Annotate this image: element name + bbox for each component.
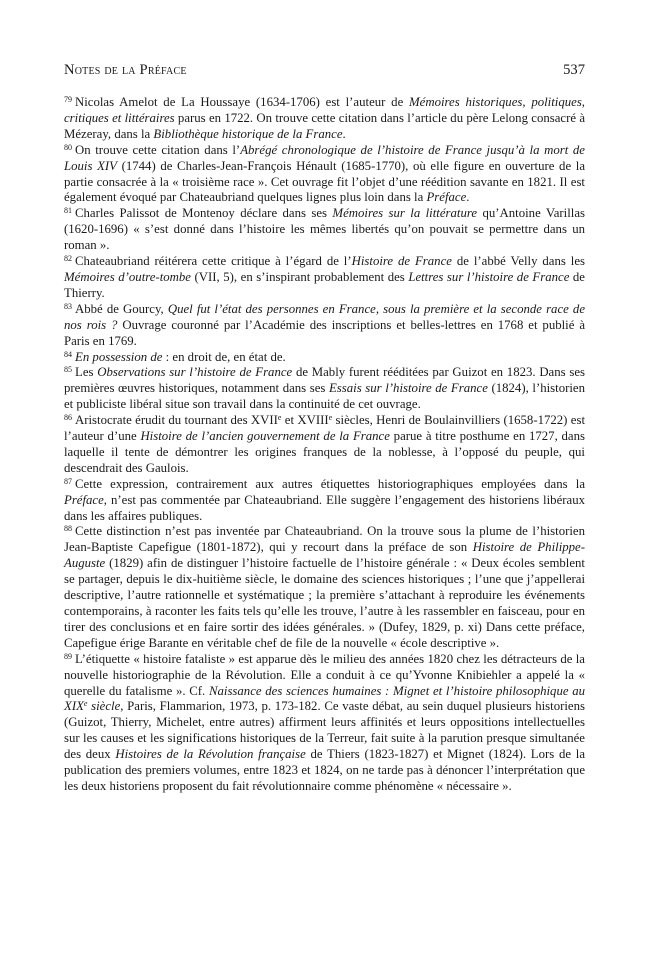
italic-title: e	[83, 699, 88, 709]
note-text: .	[342, 126, 346, 141]
note-text: Les	[75, 365, 98, 380]
note-text: parus en 1722. On trouve cette citation dans l’article du père Lelong consacré à Mézeray, dans la	[64, 110, 586, 141]
note-number: 82	[64, 254, 72, 264]
italic-title: Préface	[64, 492, 104, 507]
note-number: 79	[64, 95, 72, 104]
note-text: , Paris, Flammarion, 1973, p. 173-182. Ce vaste débat, au sein duquel plusieurs historiens (Guizot, Thierry, Michelet, entre autres) affirment leurs affinités et leurs oppositions intellectuelles sur les causes et les significations historiques de la Terreur, fait suite à la parution presque simultanée des deux	[64, 699, 585, 762]
italic-title: Essais sur l’histoire de France	[328, 381, 488, 396]
note-number: 81	[64, 206, 72, 216]
page-number: 537	[563, 62, 585, 78]
italic-title: Quel fut l’état des personnes en France, sous la première et la seconde race de nos rois ?	[64, 301, 585, 332]
note-number: 89	[64, 651, 72, 661]
note-text: siècles, Henri de Boulainvilliers (1658-1722) est l’auteur d’une	[64, 413, 585, 444]
endnote	[64, 143, 585, 207]
note-text: L’étiquette « histoire fataliste » est apparue dès le milieu des années 1820 chez les détracteurs de la nouvelle historiographie de la Révolution. Elle a conduit à ce qu’Yvonne Knibiehler a appelé la « querelle du fatalisme ». Cf.	[64, 651, 585, 698]
note-number: 84	[64, 349, 72, 359]
note-text: (1824), l’historien et publiciste libéral situe son travail dans la continuité de cet ouvrage.	[64, 381, 585, 412]
note-text: (1829) afin de distinguer l’histoire factuelle de l’histoire générale : « Deux écoles semblent se partager, depuis le dix-huitième siècle, le domaine des sciences historiques ; l’une que j’appellerai descriptive, l’autre rationnelle et systématique ; la première s’attachant à reproduire les événements contemporains, à raconter les faits tels qu’elle les trouve, l’autre à les rassembler en faisceau, pour en tirer des conclusions et en faire sortir des idées générales. » (Dufey, 1829, p. xi) Dans cette préface, Capefigue érige Barante en véritable chef de file de la nouvelle « école descriptive ».	[64, 556, 585, 650]
endnote	[64, 95, 585, 143]
note-text: Chateaubriand réitérera cette critique à l’égard de l’	[75, 254, 352, 269]
italic-title: Histoire de France	[351, 254, 452, 269]
note-text: de l’abbé Velly dans les	[451, 254, 585, 269]
italic-title: Mémoires d’outre-tombe	[64, 269, 191, 284]
endnote	[64, 524, 585, 651]
note-text: , n’est pas commentée par Chateaubriand. Elle suggère l’engagement des historiens libéraux dans les affaires publiques.	[64, 492, 585, 523]
italic-title: Lettres sur l’histoire de France	[408, 269, 570, 284]
note-text: e	[328, 413, 333, 423]
italic-title: Histoire de l’ancien gouvernement de la France	[140, 429, 390, 444]
note-text: Ouvrage couronné par l’Académie des inscriptions et belles-lettres en 1768 et publié à Paris en 1769.	[64, 317, 586, 348]
note-text: (VII, 5), en s’inspirant probablement des	[190, 269, 409, 284]
italic-title: siècle	[87, 699, 121, 714]
note-number: 85	[64, 365, 72, 375]
endnote	[64, 350, 585, 366]
note-text: Nicolas Amelot de La Houssaye (1634-1706) est l’auteur de	[75, 95, 410, 109]
italic-title: Mémoires historiques, politiques, critiques et littéraires	[64, 95, 585, 125]
italic-title: Préface	[426, 190, 467, 205]
note-number: 83	[64, 301, 72, 311]
note-text: e	[277, 413, 282, 423]
note-text: Cette distinction n’est pas inventée par Chateaubriand. On la trouve sous la plume de l’historien Jean-Baptiste Capefigue (1801-1872), qui y recourt dans la préface de son	[64, 524, 585, 555]
note-number: 80	[64, 142, 72, 152]
note-text: On trouve cette citation dans l’	[75, 142, 241, 157]
note-text: et XVIII	[281, 413, 329, 428]
italic-title: Histoire de Philippe-Auguste	[64, 540, 585, 571]
endnote	[64, 254, 585, 302]
endnote	[64, 652, 585, 795]
italic-title: Observations sur l’histoire de France	[97, 365, 293, 380]
italic-title: Bibliothèque historique de la France	[153, 126, 343, 141]
italic-title: Histoires de la Révolution française	[115, 747, 306, 762]
endnote	[64, 477, 585, 525]
endnote	[64, 302, 585, 350]
note-text: Abbé de Gourcy,	[75, 301, 168, 316]
note-text: Charles Palissot de Montenoy déclare dans ses	[75, 206, 333, 221]
italic-title: Mémoires sur la littérature	[332, 206, 478, 221]
note-number: 86	[64, 413, 72, 423]
note-text: de Thierry.	[64, 269, 585, 300]
note-text: .	[466, 190, 470, 205]
note-number: 88	[64, 524, 72, 534]
note-text: qu’Antoine Varillas (1620-1696) « s’est donné dans l’histoire les mêmes libertés qu’on pouvait se permettre dans un roman ».	[64, 206, 586, 253]
page-header	[64, 60, 585, 80]
note-text: (1744) de Charles-Jean-François Hénault (1685-1770), où elle figure en ouverture de la partie consacrée à la « troisième race ». Cet ouvrage fit l’objet d’une réédition savante en 1821. Il est également évoqué par Chateaubriand quelques lignes plus loin dans la	[64, 158, 585, 205]
note-number: 87	[64, 476, 72, 486]
note-text: Aristocrate érudit du tournant des XVII	[75, 413, 278, 428]
note-text: parue à titre posthume en 1727, dans laquelle il tente de démontrer les origines franques de la noblesse, à l’opposé du peuple, qui descendrait des Gaulois.	[64, 429, 585, 475]
endnotes-list	[64, 95, 585, 795]
italic-title: Naissance des sciences humaines : Mignet et l’histoire philosophique au XIX	[64, 683, 586, 714]
running-title: Notes de la Préface	[64, 62, 187, 78]
note-text: de Thiers (1823-1827) et Mignet (1824). Lors de la publication des premiers volumes, entre 1823 et 1824, on ne tarde pas à dénoncer l’interprétation que les deux historiens proposent du fait révolutionnaire comme phénomène « nécessaire ».	[64, 747, 586, 793]
italic-title: Abrégé chronologique de l’histoire de France jusqu’à la mort de Louis XIV	[64, 142, 585, 173]
italic-title: En possession de	[75, 349, 163, 364]
endnote	[64, 413, 585, 477]
endnote	[64, 365, 585, 413]
endnote	[64, 206, 585, 254]
note-text: : en droit de, en état de.	[162, 349, 286, 364]
note-text: de Mably furent rééditées par Guizot en 1823. Dans ses premières œuvres historiques, notamment dans ses	[64, 365, 585, 396]
note-text: Cette expression, contrairement aux autres étiquettes historiographiques employées dans la	[75, 476, 585, 491]
